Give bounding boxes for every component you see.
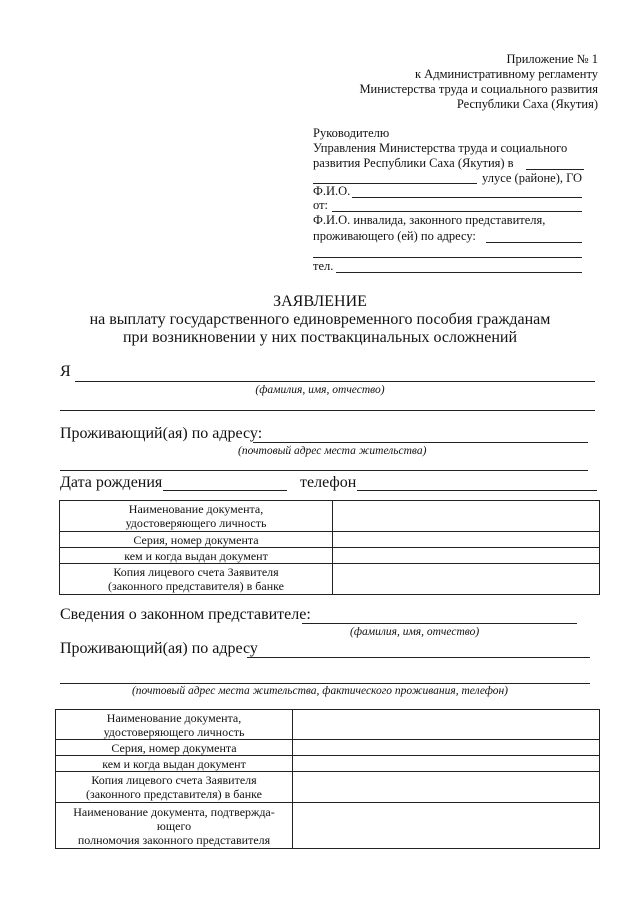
- cell-text: кем и когда выдан документ: [124, 548, 268, 563]
- birth-date-blank[interactable]: [163, 490, 287, 491]
- cell-text: полномочия законного представителя: [77, 832, 271, 847]
- representative-address-blank[interactable]: [247, 657, 590, 658]
- cell-text: Серия, номер документа: [133, 532, 259, 547]
- from-blank[interactable]: [332, 211, 582, 212]
- applicant-fio-blank-2[interactable]: [60, 410, 595, 411]
- representative-fio-blank[interactable]: [302, 623, 577, 624]
- representative-document-table: [55, 709, 600, 849]
- table-label-cell: [60, 564, 333, 595]
- cell-text: Наименование документа,: [128, 502, 264, 516]
- applicant-fio-hint: (фамилия, имя, отчество): [255, 384, 385, 396]
- table-row: [56, 803, 600, 849]
- applicant-fio-blank[interactable]: [75, 381, 595, 382]
- invalid-fio-label: Ф.И.О. инвалида, законного представителя,: [313, 213, 546, 227]
- representative-address-hint: (почтовый адрес места жительства, фактического проживания, телефон): [131, 685, 509, 697]
- cell-text: Копия лицевого счета Заявителя: [91, 773, 257, 787]
- table-value-cell[interactable]: [293, 803, 600, 849]
- table-label-cell: [56, 756, 293, 772]
- representative-info-label: Сведения о законном представителе:: [60, 606, 311, 623]
- applicant-address-blank-2[interactable]: [60, 470, 588, 471]
- table-row: [56, 772, 600, 803]
- cell-text: кем и когда выдан документ: [102, 756, 246, 771]
- table-row: [56, 756, 600, 772]
- table-label-cell: [60, 532, 333, 548]
- table-value-cell[interactable]: [333, 564, 600, 595]
- table-row: [56, 710, 600, 740]
- fio-label: Ф.И.О.: [313, 184, 351, 198]
- table-value-cell[interactable]: [333, 548, 600, 564]
- table-row: [60, 564, 600, 595]
- table-row: [60, 532, 600, 548]
- document-title: ЗАЯВЛЕНИЕ: [273, 293, 367, 310]
- addressee-line-2: Управления Министерства труда и социального: [313, 141, 568, 155]
- cell-text: Наименование документа,: [106, 710, 242, 725]
- tel-label: тел.: [313, 259, 334, 273]
- table-value-cell[interactable]: [293, 710, 600, 740]
- birth-date-label: Дата рождения: [60, 474, 163, 491]
- cell-text: удостоверяющего личность: [125, 516, 267, 530]
- table-value-cell[interactable]: [333, 532, 600, 548]
- district-blank[interactable]: [526, 169, 584, 170]
- representative-fio-hint: (фамилия, имя, отчество): [350, 626, 480, 638]
- applicant-document-table: [59, 500, 600, 595]
- phone-blank[interactable]: [357, 490, 597, 491]
- cell-text: Наименование документа, подтвержда-: [73, 804, 275, 819]
- table-label-cell: [56, 772, 293, 803]
- cell-text: удостоверяющего личность: [103, 724, 245, 739]
- table-value-cell[interactable]: [333, 501, 600, 532]
- document-subtitle-2: при возникновении у них поствакцинальных осложнений: [122, 329, 517, 346]
- addressee-address-blank-2[interactable]: [313, 257, 582, 258]
- table-label-cell: [60, 548, 333, 564]
- table-label-cell: [56, 740, 293, 756]
- addressee-line-3: развития Республики Саха (Якутия) в: [313, 156, 514, 170]
- from-label: от:: [313, 198, 329, 212]
- document-subtitle-1: на выплату государственного единовременного пособия гражданам: [89, 311, 551, 328]
- table-row: [60, 548, 600, 564]
- representative-address-blank-2[interactable]: [60, 683, 590, 684]
- table-label-cell: [60, 501, 333, 532]
- addressee-address-blank[interactable]: [486, 242, 582, 243]
- appendix-line-1: Приложение № 1: [506, 52, 598, 66]
- applicant-address-hint: (почтовый адрес места жительства): [238, 445, 427, 457]
- table-label-cell: [56, 710, 293, 740]
- table-value-cell[interactable]: [293, 740, 600, 756]
- table-label-cell: [56, 803, 293, 849]
- addressee-line-1: Руководителю: [313, 126, 390, 140]
- representative-address-label: Проживающий(ая) по адресу: [60, 640, 258, 657]
- cell-text: (законного представителя) в банке: [107, 579, 285, 593]
- fio-blank[interactable]: [352, 197, 582, 198]
- phone-label: телефон: [300, 474, 357, 491]
- addressee-address-label: проживающего (ей) по адресу:: [313, 229, 476, 243]
- table-row: [56, 740, 600, 756]
- applicant-address-label: Проживающий(ая) по адресу:: [60, 425, 263, 442]
- cell-text: ющего: [156, 818, 192, 833]
- appendix-line-4: Республики Саха (Якутия): [456, 97, 598, 111]
- cell-text: Серия, номер документа: [111, 740, 237, 755]
- applicant-address-blank[interactable]: [253, 442, 588, 443]
- addressee-line-4: улусе (районе), ГО: [482, 171, 583, 185]
- table-row: [60, 501, 600, 532]
- cell-text: (законного представителя) в банке: [85, 787, 263, 801]
- applicant-i-label: Я: [60, 363, 71, 380]
- appendix-line-3: Министерства труда и социального развития: [359, 82, 598, 96]
- tel-blank[interactable]: [336, 272, 582, 273]
- appendix-line-2: к Административному регламенту: [414, 67, 598, 81]
- cell-text: Копия лицевого счета Заявителя: [113, 565, 279, 579]
- table-value-cell[interactable]: [293, 756, 600, 772]
- table-value-cell[interactable]: [293, 772, 600, 803]
